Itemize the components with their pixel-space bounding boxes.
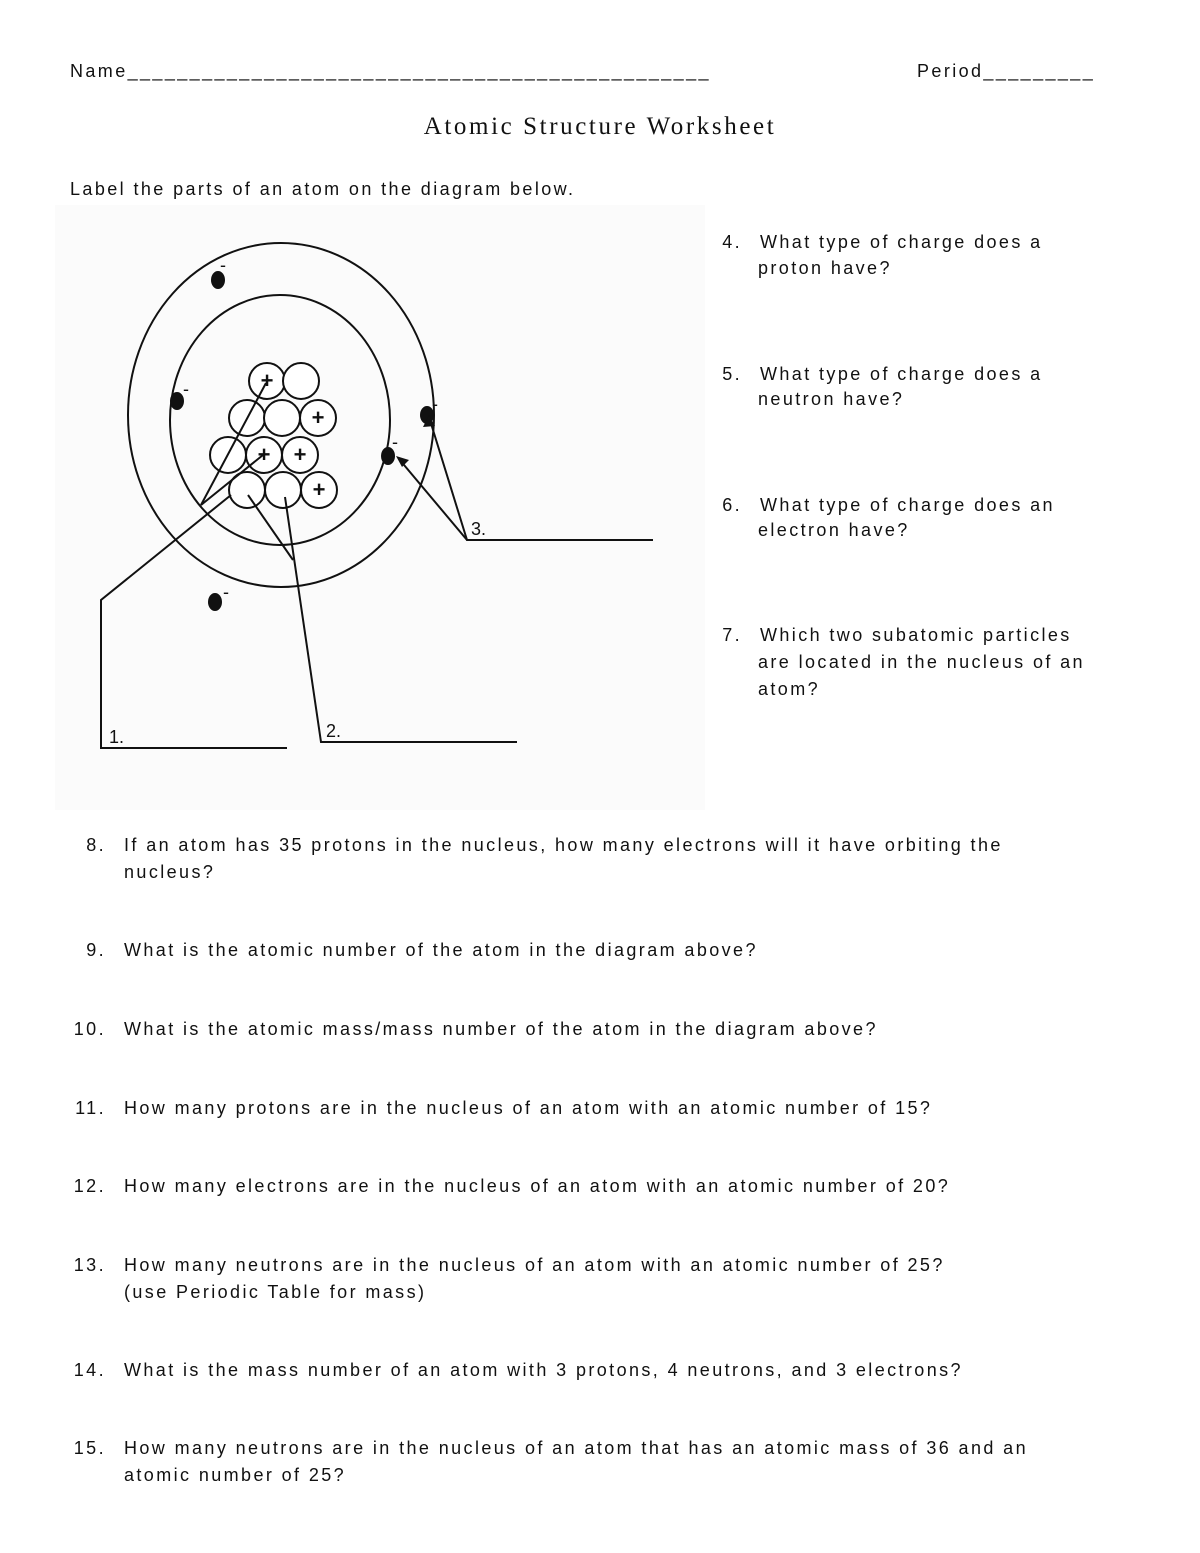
atom-diagram-svg xyxy=(55,205,705,810)
question-number: 7. xyxy=(722,625,742,645)
question-number: 13. xyxy=(73,1255,106,1275)
question-text: nucleus? xyxy=(124,862,216,882)
question-text: electron have? xyxy=(758,520,910,540)
question-number: 4. xyxy=(722,232,742,252)
question-text: How many neutrons are in the nucleus of an atom with an atomic number of 25? xyxy=(124,1255,945,1275)
proton-plus-sign: + xyxy=(293,442,307,467)
question-number: 6. xyxy=(722,495,742,515)
question-text: atom? xyxy=(758,679,821,699)
electron xyxy=(208,593,222,611)
question-text: How many electrons are in the nucleus of an atom with an atomic number of 20? xyxy=(124,1176,951,1196)
worksheet-title: Atomic Structure Worksheet xyxy=(423,113,777,140)
electron-minus-sign: - xyxy=(432,394,438,414)
proton-plus-sign: + xyxy=(257,442,271,467)
leader-line-3 xyxy=(429,417,653,540)
proton-plus-sign: + xyxy=(312,477,326,502)
leader-line-1 xyxy=(101,495,287,748)
instruction-text: Label the parts of an atom on the diagram below. xyxy=(70,179,576,199)
question-text: (use Periodic Table for mass) xyxy=(124,1282,427,1302)
question-text: What is the atomic mass/mass number of the atom in the diagram above? xyxy=(124,1019,878,1039)
question-number: 15. xyxy=(73,1438,106,1458)
electron-minus-sign: - xyxy=(392,432,398,452)
nucleon-neutron xyxy=(264,400,300,436)
question-text: What type of charge does a xyxy=(760,364,1043,384)
question-text: atomic number of 25? xyxy=(124,1465,347,1485)
nucleon-neutron xyxy=(265,472,301,508)
question-number: 9. xyxy=(86,940,106,960)
question-text: What type of charge does a xyxy=(760,232,1043,252)
electron-minus-sign: - xyxy=(183,379,189,399)
electron-minus-sign: - xyxy=(223,582,229,602)
question-text: Which two subatomic particles xyxy=(760,625,1072,645)
question-number: 12. xyxy=(73,1176,106,1196)
question-text: neutron have? xyxy=(758,389,905,409)
electron-minus-sign: - xyxy=(220,255,226,275)
question-text: are located in the nucleus of an xyxy=(758,652,1085,672)
name-field-label: Name_______________________________________________ xyxy=(70,61,711,81)
question-number: 5. xyxy=(722,364,742,384)
diagram-label-1: 1. xyxy=(109,727,125,747)
question-text: What is the mass number of an atom with 3 protons, 4 neutrons, and 3 electrons? xyxy=(124,1360,963,1380)
question-text: If an atom has 35 protons in the nucleus, how many electrons will it have orbiting the xyxy=(124,835,1003,855)
electron xyxy=(170,392,184,410)
nucleon-neutron xyxy=(283,363,319,399)
question-number: 10. xyxy=(73,1019,106,1039)
diagram-label-3: 3. xyxy=(471,519,487,539)
question-number: 8. xyxy=(86,835,106,855)
question-text: How many protons are in the nucleus of an atom with an atomic number of 15? xyxy=(124,1098,933,1118)
question-text: What is the atomic number of the atom in the diagram above? xyxy=(124,940,758,960)
question-text: proton have? xyxy=(758,258,892,278)
question-number: 11. xyxy=(75,1098,106,1118)
proton-plus-sign: + xyxy=(260,368,274,393)
proton-plus-sign: + xyxy=(311,405,325,430)
period-field-label: Period_________ xyxy=(917,61,1096,81)
atom-diagram xyxy=(55,205,705,810)
question-text: What type of charge does an xyxy=(760,495,1055,515)
diagram-label-2: 2. xyxy=(326,721,342,741)
question-text: How many neutrons are in the nucleus of an atom that has an atomic mass of 36 and an xyxy=(124,1438,1029,1458)
question-number: 14. xyxy=(73,1360,106,1380)
